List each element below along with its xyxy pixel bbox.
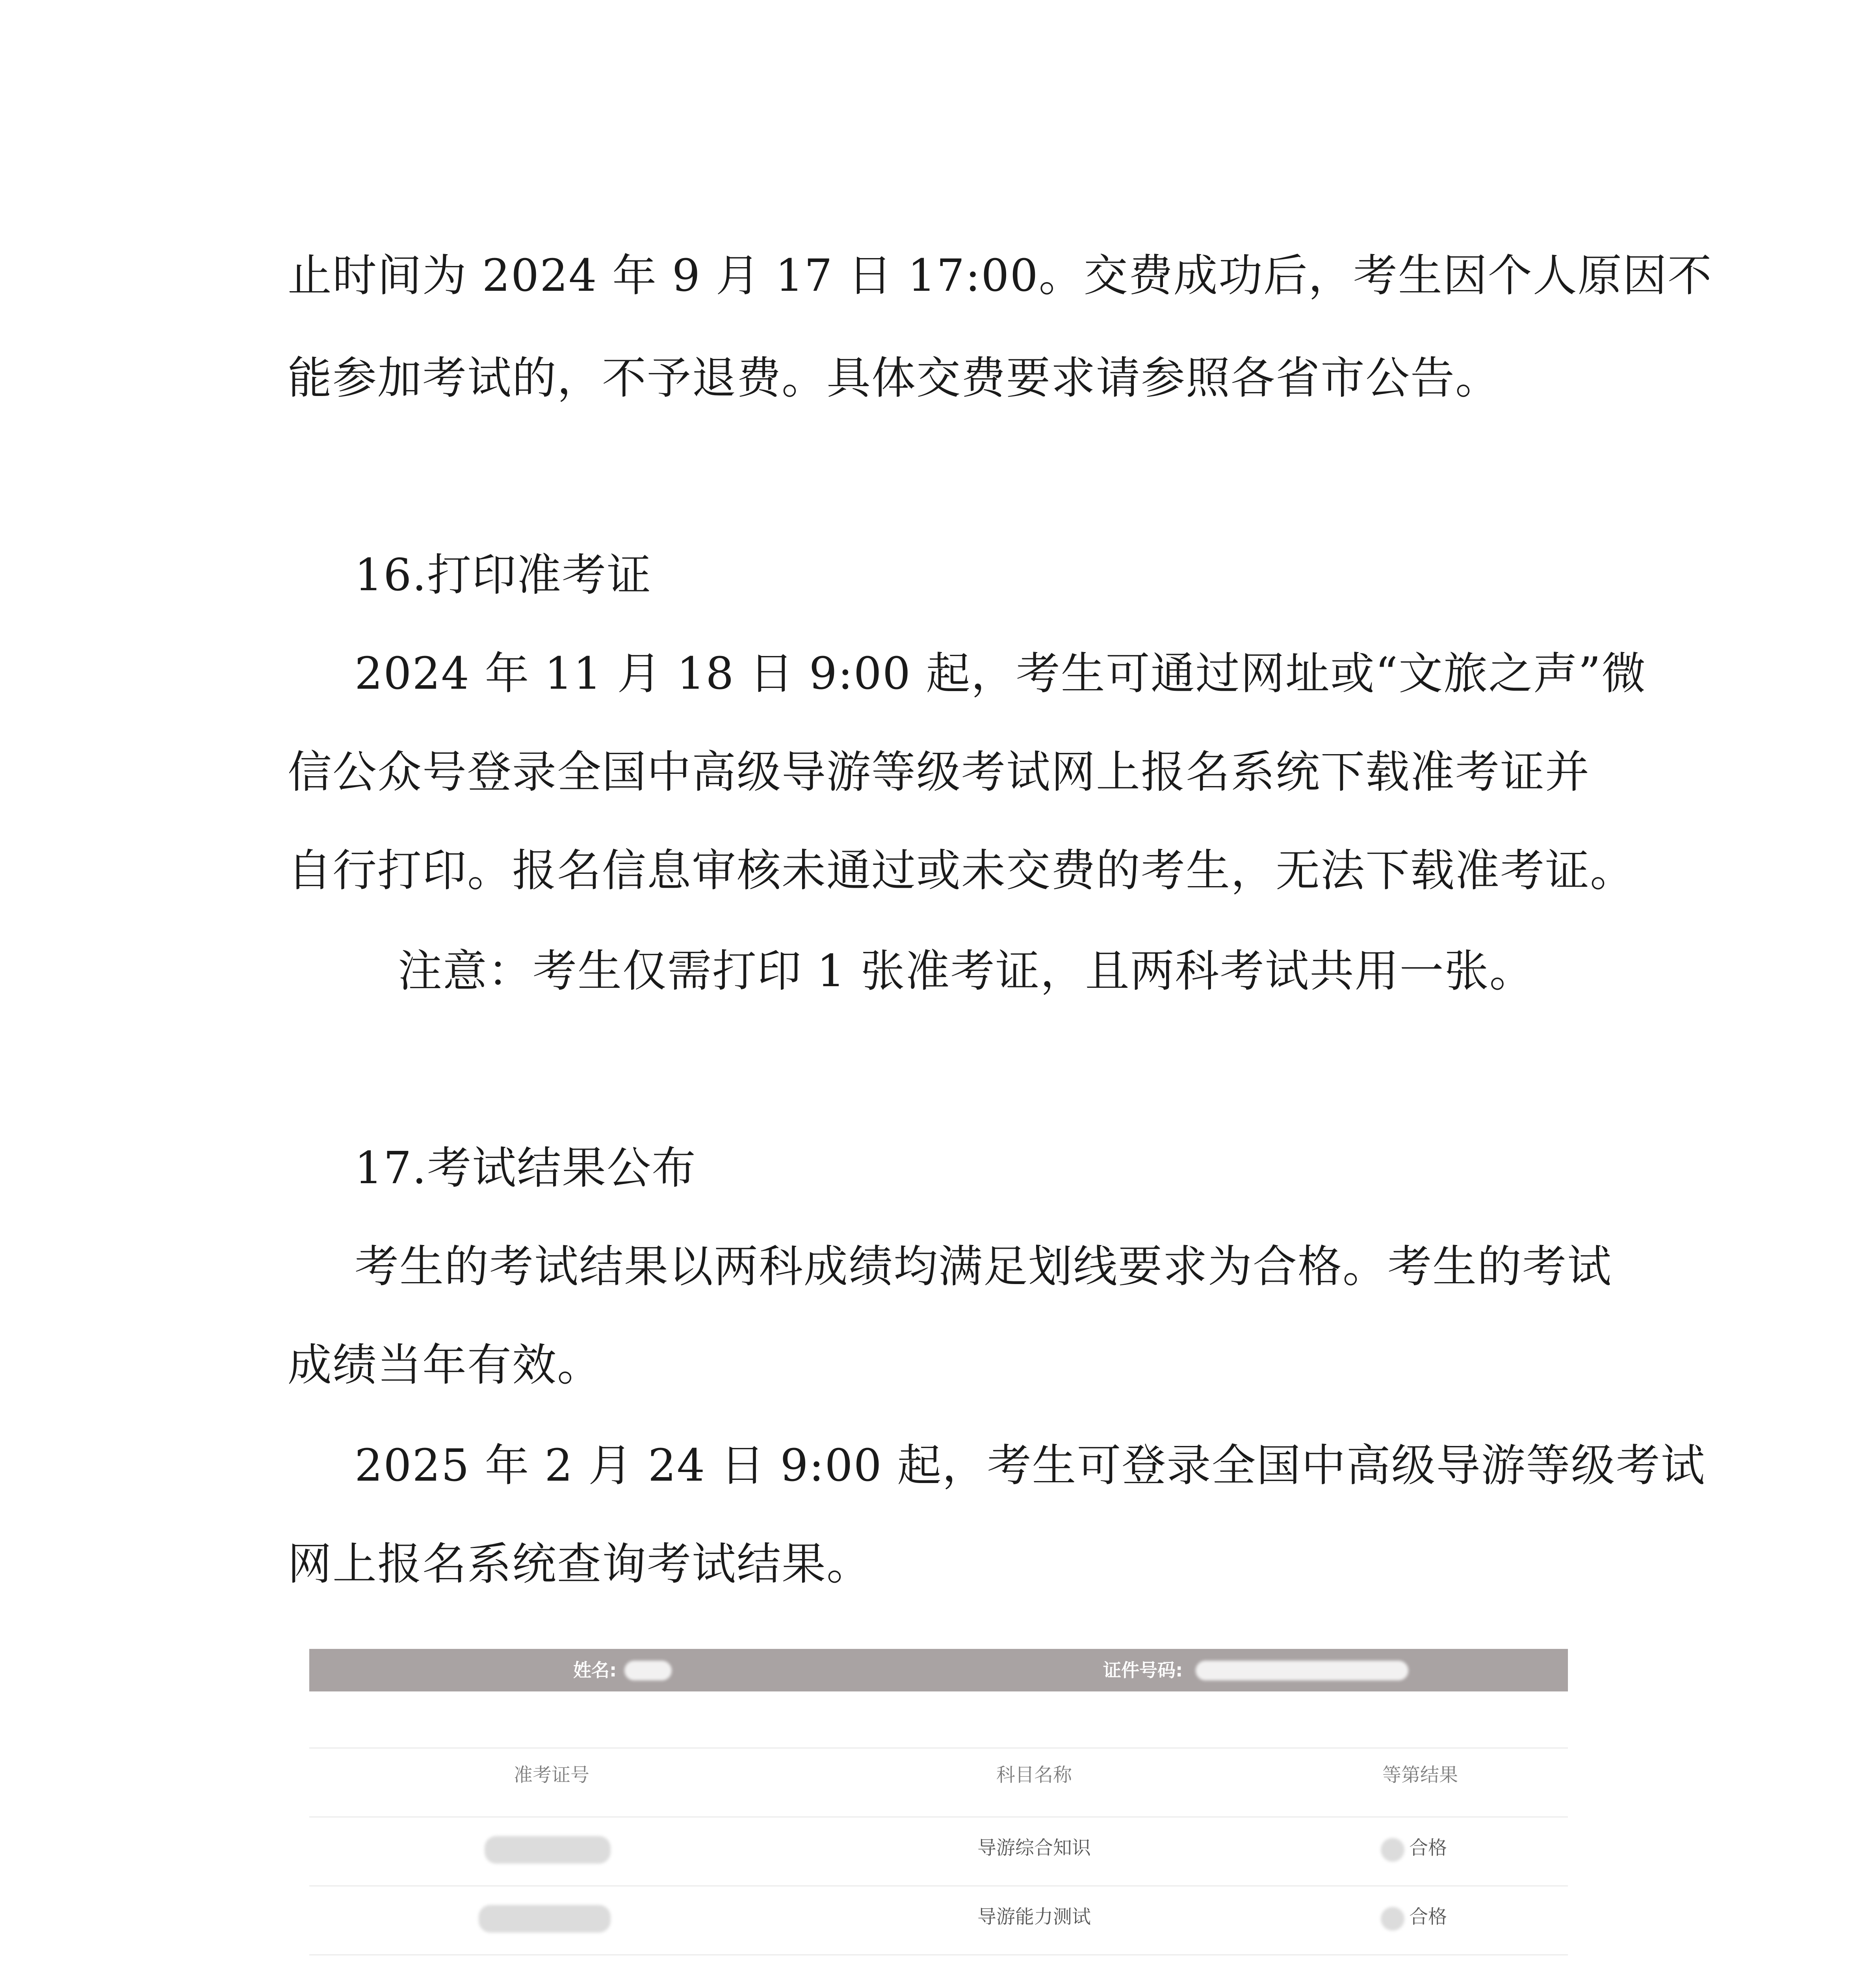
redacted-ticket-number bbox=[485, 1836, 611, 1864]
column-header-ticket-number: 准考证号 bbox=[513, 1764, 590, 1786]
id-number-label: 证件号码: bbox=[1103, 1660, 1183, 1681]
note-line: 注意：考生仅需打印 1 张准考证，且两科考试共用一张。 bbox=[398, 946, 1534, 997]
subject-cell: 导游综合知识 bbox=[977, 1837, 1091, 1859]
paragraph-line: 成绩当年有效。 bbox=[288, 1340, 602, 1391]
paragraph-line: 能参加考试的，不予退费。具体交费要求请参照各省市公告。 bbox=[288, 353, 1500, 404]
paragraph-line: 信公众号登录全国中高级导游等级考试网上报名系统下载准考证并 bbox=[288, 747, 1590, 798]
paragraph-line: 自行打印。报名信息审核未通过或未交费的考生，无法下载准考证。 bbox=[288, 845, 1635, 896]
result-header-bar bbox=[309, 1649, 1568, 1691]
name-label: 姓名: bbox=[573, 1660, 617, 1681]
table-divider bbox=[309, 1954, 1568, 1955]
paragraph-line: 网上报名系统查询考试结果。 bbox=[288, 1539, 871, 1590]
column-header-subject: 科目名称 bbox=[996, 1764, 1072, 1786]
redacted-id-number bbox=[1196, 1661, 1408, 1680]
table-divider bbox=[309, 1747, 1568, 1749]
redacted-name bbox=[624, 1661, 672, 1680]
redacted-grade bbox=[1381, 1907, 1404, 1931]
column-header-result: 等第结果 bbox=[1382, 1764, 1458, 1786]
section-heading: 17.考试结果公布 bbox=[355, 1143, 697, 1194]
result-cell: 合格 bbox=[1409, 1837, 1447, 1859]
paragraph-line: 2024 年 11 月 18 日 9:00 起，考生可通过网址或“文旅之声”微 bbox=[355, 648, 1647, 699]
exam-result-screenshot bbox=[309, 1649, 1568, 1970]
paragraph-line: 2025 年 2 月 24 日 9:00 起，考生可登录全国中高级导游等级考试 bbox=[355, 1440, 1706, 1491]
redacted-grade bbox=[1381, 1838, 1404, 1862]
section-heading: 16.打印准考证 bbox=[355, 550, 652, 601]
subject-cell: 导游能力测试 bbox=[977, 1906, 1091, 1928]
paragraph-line: 止时间为 2024 年 9 月 17 日 17:00。交费成功后，考生因个人原因不 bbox=[288, 250, 1713, 301]
redacted-ticket-number bbox=[479, 1905, 611, 1933]
result-cell: 合格 bbox=[1409, 1906, 1447, 1928]
table-divider bbox=[309, 1885, 1568, 1886]
table-divider bbox=[309, 1816, 1568, 1818]
paragraph-line: 考生的考试结果以两科成绩均满足划线要求为合格。考生的考试 bbox=[355, 1241, 1612, 1292]
